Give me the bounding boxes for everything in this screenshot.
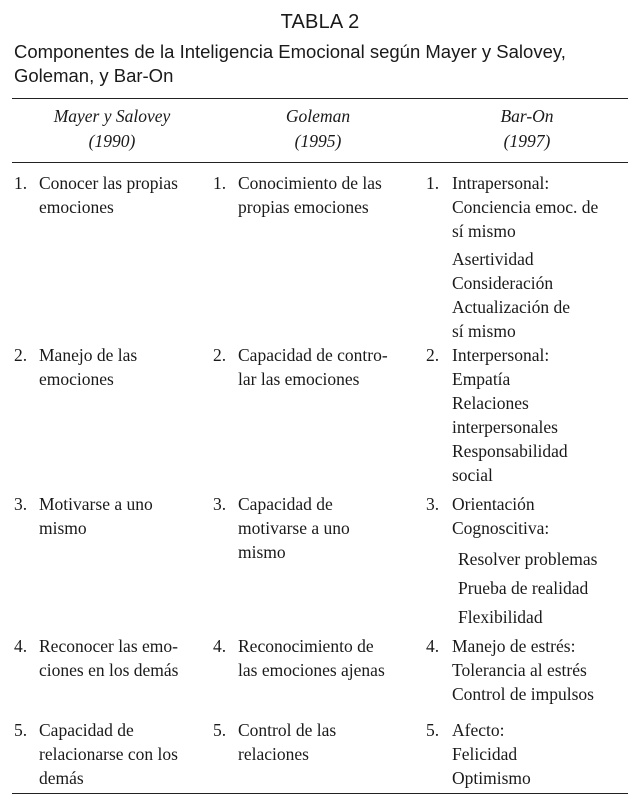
- cell-line: Manejo de las: [39, 345, 138, 365]
- cell-line: Relaciones: [452, 393, 529, 413]
- cell-line: emociones: [39, 369, 114, 389]
- cell-line: Reconocer las emo-: [39, 636, 178, 656]
- sub-item: sí mismo: [452, 321, 516, 341]
- column-header-name: Goleman: [285, 106, 351, 126]
- cell-line: Capacidad de: [39, 720, 134, 740]
- item-number: 1.: [213, 173, 227, 193]
- top-rule: [12, 98, 628, 99]
- cell-line: Conocimiento de las: [238, 173, 382, 193]
- cell-line: Control de las: [238, 720, 337, 740]
- cell-line: Orientación: [452, 494, 535, 514]
- cell-line: motivarse a uno: [238, 518, 350, 538]
- cell-line: las emociones ajenas: [238, 660, 385, 680]
- item-number: 4.: [213, 636, 227, 656]
- item-number: 2.: [426, 345, 440, 365]
- cell-line: propias emociones: [238, 197, 369, 217]
- cell-line: social: [452, 465, 493, 485]
- cell-line: sí mismo: [452, 221, 516, 241]
- item-number: 1.: [14, 173, 28, 193]
- table-caption: [14, 40, 629, 88]
- caption-line: Goleman, y Bar-On: [14, 65, 174, 86]
- cell-line: Responsabilidad: [452, 441, 568, 461]
- cell-line: Cognoscitiva:: [452, 518, 550, 538]
- cell-line: Motivarse a uno: [39, 494, 153, 514]
- item-number: 2.: [14, 345, 28, 365]
- cell-line: relacionarse con los: [39, 744, 178, 764]
- cell-line: Afecto:: [452, 720, 505, 740]
- cell-line: interpersonales: [452, 417, 558, 437]
- column-header-year: (1995): [294, 131, 342, 151]
- cell-line: Capacidad de: [238, 494, 333, 514]
- baron-sub-list-1: [452, 247, 570, 343]
- cell-line: Intrapersonal:: [452, 173, 550, 193]
- cell-line: relaciones: [238, 744, 309, 764]
- cell-line: mismo: [238, 542, 286, 562]
- cell-line: Manejo de estrés:: [452, 636, 576, 656]
- cell-line: Empatía: [452, 369, 511, 389]
- cell-line: Conocer las propias: [39, 173, 178, 193]
- item-number: 3.: [213, 494, 227, 514]
- bottom-rule: [12, 793, 628, 794]
- baron-sub-list-3: [458, 545, 597, 632]
- cell-line: mismo: [39, 518, 87, 538]
- cell-line: Felicidad: [452, 744, 518, 764]
- sub-item: Consideración: [452, 273, 554, 293]
- item-number: 5.: [426, 720, 440, 740]
- column-header-name: Mayer y Salovey: [53, 106, 171, 126]
- column-header-name: Bar-On: [500, 106, 554, 126]
- column-header-goleman: [213, 104, 423, 154]
- cell-line: emociones: [39, 197, 114, 217]
- caption-line: Componentes de la Inteligencia Emocional según Mayer y Salovey,: [14, 41, 566, 62]
- column-header-bar-on: [426, 104, 628, 154]
- cell-line: Capacidad de contro-: [238, 345, 388, 365]
- cell-line: demás: [39, 768, 84, 788]
- item-number: 5.: [14, 720, 28, 740]
- header-rule: [12, 162, 628, 163]
- item-number: 3.: [426, 494, 440, 514]
- column-header-mayer-salovey: [14, 104, 210, 154]
- cell-line: Reconocimiento de: [238, 636, 374, 656]
- item-number: 5.: [213, 720, 227, 740]
- sub-item: Actualización de: [452, 297, 571, 317]
- item-number: 4.: [426, 636, 440, 656]
- item-number: 4.: [14, 636, 28, 656]
- item-number: 3.: [14, 494, 28, 514]
- cell-line: lar las emociones: [238, 369, 360, 389]
- item-number: 2.: [213, 345, 227, 365]
- cell-line: Conciencia emoc. de: [452, 197, 599, 217]
- sub-item: Prueba de realidad: [458, 578, 589, 598]
- cell-line: Optimismo: [452, 768, 531, 788]
- column-header-year: (1997): [503, 131, 551, 151]
- item-number: 1.: [426, 173, 440, 193]
- cell-line: ciones en los demás: [39, 660, 179, 680]
- sub-item: Resolver problemas: [458, 549, 598, 569]
- sub-item: Asertividad: [452, 249, 534, 269]
- column-header-year: (1990): [88, 131, 136, 151]
- sub-item: Flexibilidad: [458, 607, 543, 627]
- table-title: TABLA 2: [280, 11, 360, 33]
- cell-line: Control de impulsos: [452, 684, 594, 704]
- cell-line: Tolerancia al estrés: [452, 660, 587, 680]
- cell-line: Interpersonal:: [452, 345, 550, 365]
